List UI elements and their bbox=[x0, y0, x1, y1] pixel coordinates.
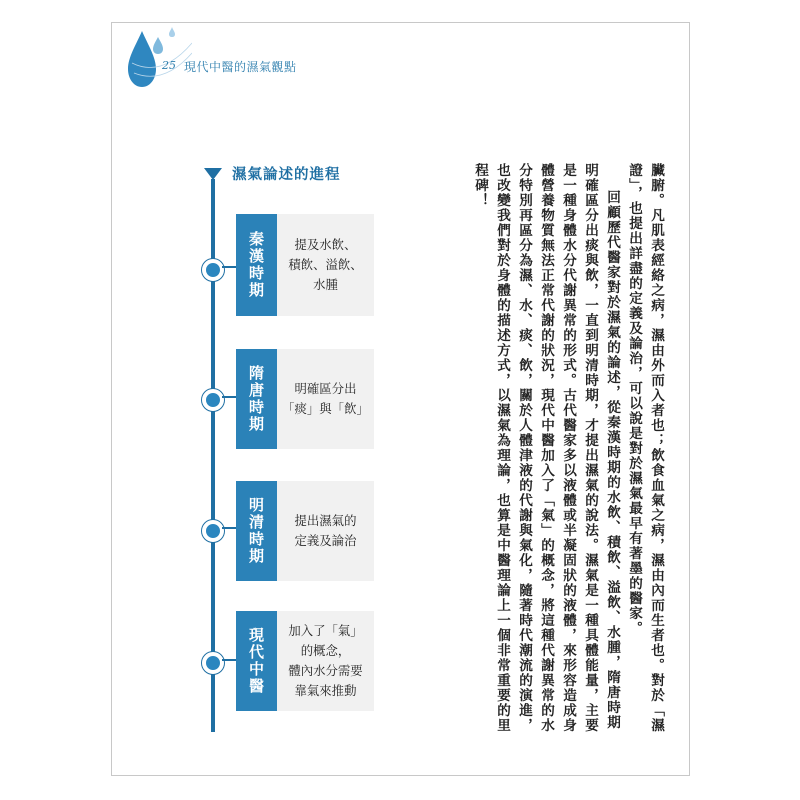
period-description bbox=[277, 611, 374, 711]
period-box bbox=[236, 611, 277, 711]
timeline-node-icon bbox=[202, 259, 224, 281]
description-line: 體內水分需要 bbox=[288, 663, 363, 678]
period-label: 隋唐時期 bbox=[247, 365, 265, 433]
timeline-connector bbox=[222, 266, 236, 268]
body-paragraph: 回顧歷代醫家對於濕氣的論述，從秦漢時期的水飲、積飲、溢飲、水腫，隋唐時期明確區分出痰與飲，一直到明清時期，才提出濕氣的說法。濕氣是一種具體能量，主要是一種身體水分代謝異常的形式。古代醫家多以液體或半凝固狀的液體，來形容造成身體營養物質無法正常代謝的狀況，現代中醫加入了「氣」的概念，將這種代謝異常的水分特別再區分為濕、水、痰、飲，關於人體津液的代謝與氣化，隨著時代潮流的演進，也改變我們對於身體的描述方式，以濕氣為理論，也算是中醫理論上一個非常重要的里程碑！ bbox=[472, 163, 620, 733]
period-box bbox=[236, 214, 277, 316]
period-label: 秦漢時期 bbox=[247, 231, 265, 299]
description-line: 提及水飲、 bbox=[294, 237, 357, 252]
description-line: 定義及論治 bbox=[294, 533, 357, 548]
description-line: 的概念， bbox=[300, 643, 351, 658]
description-line: 積飲、溢飲、 bbox=[288, 257, 363, 272]
chapter-title: 現代中醫的濕氣觀點 bbox=[184, 60, 297, 74]
timeline-node-icon bbox=[202, 652, 224, 674]
timeline-node-icon bbox=[202, 389, 224, 411]
period-description bbox=[277, 349, 374, 449]
period-box bbox=[236, 349, 277, 449]
period-box bbox=[236, 481, 277, 581]
description-line: 靠氣來推動 bbox=[294, 683, 357, 698]
body-text bbox=[394, 163, 667, 738]
description-line: 明確區分出 bbox=[294, 381, 357, 396]
period-label: 現代中醫 bbox=[247, 627, 265, 695]
body-paragraph: 臟腑。凡肌表經絡之病，濕由外而入者也；飲食血氣之病，濕由內而生者也。對於「濕證」，也提出詳盡的定義及論治，可以說是對於濕氣最早有著墨的醫家。 bbox=[626, 163, 664, 733]
triangle-down-icon bbox=[204, 168, 222, 180]
timeline-connector bbox=[222, 396, 236, 398]
page-number: 25 bbox=[162, 59, 176, 72]
description-line: 加入了「氣」 bbox=[288, 623, 363, 638]
book-page bbox=[111, 22, 690, 776]
description-line: 水腫 bbox=[313, 277, 338, 292]
timeline-heading bbox=[204, 163, 341, 184]
water-drop-icon bbox=[122, 23, 192, 93]
timeline-connector bbox=[222, 659, 236, 661]
period-description bbox=[277, 481, 374, 581]
timeline-title: 濕氣論述的進程 bbox=[232, 167, 341, 183]
description-line: 「痰」與「飲」 bbox=[282, 401, 369, 416]
timeline-connector bbox=[222, 527, 236, 529]
description-line: 提出濕氣的 bbox=[294, 513, 357, 528]
timeline-node-icon bbox=[202, 520, 224, 542]
period-label: 明清時期 bbox=[247, 497, 265, 565]
period-description bbox=[277, 214, 374, 316]
